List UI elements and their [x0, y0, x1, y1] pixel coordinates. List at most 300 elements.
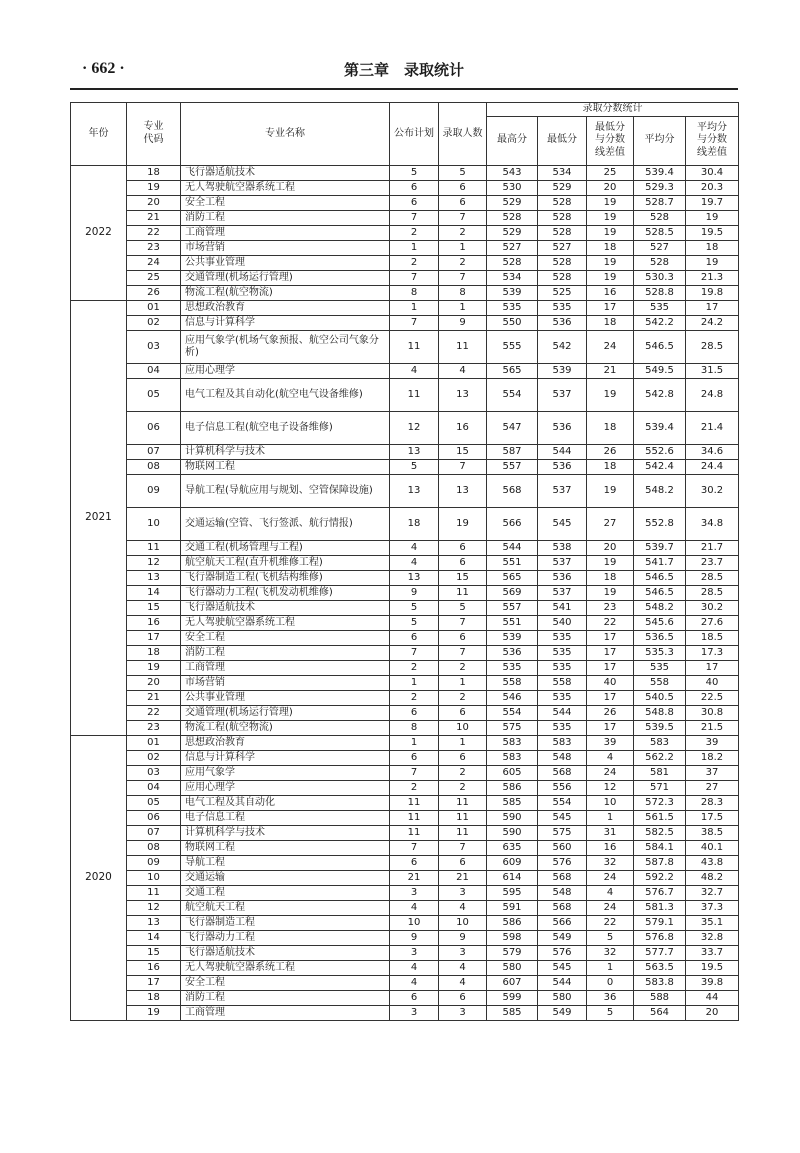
admitted-cell: 2 — [439, 690, 487, 705]
plan-cell: 4 — [390, 363, 439, 378]
avg_diff-cell: 24.8 — [686, 378, 739, 411]
name-cell: 航空航天工程(直升机维修工程) — [181, 555, 390, 570]
min_diff-cell: 18 — [587, 315, 634, 330]
min_diff-cell: 20 — [587, 180, 634, 195]
code-cell: 18 — [127, 645, 181, 660]
max-cell: 565 — [487, 363, 538, 378]
min_diff-cell: 19 — [587, 270, 634, 285]
name-cell: 工商管理 — [181, 660, 390, 675]
min-cell: 529 — [538, 180, 587, 195]
code-cell: 19 — [127, 180, 181, 195]
table-row — [71, 915, 739, 930]
admitted-cell: 5 — [439, 600, 487, 615]
chapter-title: 第三章 录取统计 — [343, 61, 464, 79]
avg-cell: 592.2 — [634, 870, 686, 885]
max-cell: 547 — [487, 411, 538, 444]
max-cell: 585 — [487, 1005, 538, 1020]
table-row — [71, 870, 739, 885]
admitted-cell: 6 — [439, 555, 487, 570]
avg-cell: 535.3 — [634, 645, 686, 660]
max-cell: 565 — [487, 570, 538, 585]
header-avg: 平均分 — [634, 116, 686, 165]
min_diff-cell: 17 — [587, 690, 634, 705]
admitted-cell: 7 — [439, 615, 487, 630]
max-cell: 551 — [487, 555, 538, 570]
year-cell: 2021 — [71, 300, 127, 735]
avg_diff-cell: 27 — [686, 780, 739, 795]
avg-cell: 541.7 — [634, 555, 686, 570]
name-cell: 应用心理学 — [181, 780, 390, 795]
code-cell: 05 — [127, 378, 181, 411]
avg_diff-cell: 28.5 — [686, 570, 739, 585]
avg_diff-cell: 23.7 — [686, 555, 739, 570]
table-row — [71, 270, 739, 285]
avg-cell: 579.1 — [634, 915, 686, 930]
min_diff-cell: 23 — [587, 600, 634, 615]
table-row — [71, 330, 739, 363]
name-cell: 飞行器适航技术 — [181, 945, 390, 960]
max-cell: 535 — [487, 660, 538, 675]
min_diff-cell: 24 — [587, 870, 634, 885]
code-cell: 04 — [127, 363, 181, 378]
plan-cell: 11 — [390, 330, 439, 363]
avg-cell: 576.7 — [634, 885, 686, 900]
admitted-cell: 10 — [439, 720, 487, 735]
code-cell: 19 — [127, 1005, 181, 1020]
code-cell: 01 — [127, 735, 181, 750]
plan-cell: 6 — [390, 855, 439, 870]
admitted-cell: 4 — [439, 975, 487, 990]
plan-cell: 5 — [390, 600, 439, 615]
avg_diff-cell: 35.1 — [686, 915, 739, 930]
table-header — [71, 103, 739, 166]
admitted-cell: 6 — [439, 195, 487, 210]
name-cell: 导航工程 — [181, 855, 390, 870]
max-cell: 586 — [487, 780, 538, 795]
year-cell: 2022 — [71, 165, 127, 300]
avg_diff-cell: 39.8 — [686, 975, 739, 990]
code-cell: 18 — [127, 165, 181, 180]
min-cell: 537 — [538, 585, 587, 600]
avg-cell: 546.5 — [634, 570, 686, 585]
min_diff-cell: 19 — [587, 195, 634, 210]
name-cell: 飞行器制造工程 — [181, 915, 390, 930]
header-admitted: 录取人数 — [439, 103, 487, 166]
avg-cell: 581.3 — [634, 900, 686, 915]
avg-cell: 571 — [634, 780, 686, 795]
table-row — [71, 975, 739, 990]
name-cell: 应用心理学 — [181, 363, 390, 378]
avg_diff-cell: 40 — [686, 675, 739, 690]
min_diff-cell: 1 — [587, 960, 634, 975]
table-row — [71, 855, 739, 870]
plan-cell: 4 — [390, 900, 439, 915]
plan-cell: 4 — [390, 540, 439, 555]
admitted-cell: 6 — [439, 750, 487, 765]
min-cell: 535 — [538, 690, 587, 705]
code-cell: 03 — [127, 330, 181, 363]
max-cell: 585 — [487, 795, 538, 810]
table-row — [71, 210, 739, 225]
avg-cell: 581 — [634, 765, 686, 780]
table-row — [71, 825, 739, 840]
name-cell: 安全工程 — [181, 195, 390, 210]
code-cell: 19 — [127, 660, 181, 675]
table-row — [71, 165, 739, 180]
name-cell: 消防工程 — [181, 645, 390, 660]
avg_diff-cell: 34.6 — [686, 444, 739, 459]
table-row — [71, 363, 739, 378]
code-cell: 08 — [127, 840, 181, 855]
name-cell: 交通管理(机场运行管理) — [181, 705, 390, 720]
avg_diff-cell: 32.8 — [686, 930, 739, 945]
max-cell: 635 — [487, 840, 538, 855]
name-cell: 无人驾驶航空器系统工程 — [181, 180, 390, 195]
min_diff-cell: 22 — [587, 615, 634, 630]
max-cell: 609 — [487, 855, 538, 870]
name-cell: 交通工程(机场管理与工程) — [181, 540, 390, 555]
admitted-cell: 19 — [439, 507, 487, 540]
min_diff-cell: 32 — [587, 855, 634, 870]
min-cell: 536 — [538, 570, 587, 585]
table-row — [71, 1005, 739, 1020]
name-cell: 电气工程及其自动化(航空电气设备维修) — [181, 378, 390, 411]
max-cell: 527 — [487, 240, 538, 255]
plan-cell: 7 — [390, 765, 439, 780]
code-cell: 26 — [127, 285, 181, 300]
table-row — [71, 585, 739, 600]
table-row — [71, 930, 739, 945]
table-row — [71, 660, 739, 675]
avg-cell: 545.6 — [634, 615, 686, 630]
min_diff-cell: 10 — [587, 795, 634, 810]
min-cell: 535 — [538, 630, 587, 645]
admitted-cell: 7 — [439, 459, 487, 474]
min_diff-cell: 18 — [587, 570, 634, 585]
table-row — [71, 195, 739, 210]
admitted-cell: 11 — [439, 795, 487, 810]
code-cell: 09 — [127, 855, 181, 870]
min-cell: 528 — [538, 210, 587, 225]
table-row — [71, 945, 739, 960]
avg-cell: 528.5 — [634, 225, 686, 240]
table-row — [71, 840, 739, 855]
admitted-cell: 1 — [439, 675, 487, 690]
max-cell: 569 — [487, 585, 538, 600]
plan-cell: 9 — [390, 930, 439, 945]
avg_diff-cell: 17 — [686, 300, 739, 315]
avg_diff-cell: 43.8 — [686, 855, 739, 870]
min_diff-cell: 19 — [587, 555, 634, 570]
avg_diff-cell: 28.5 — [686, 330, 739, 363]
plan-cell: 6 — [390, 195, 439, 210]
code-cell: 01 — [127, 300, 181, 315]
max-cell: 555 — [487, 330, 538, 363]
min-cell: 545 — [538, 960, 587, 975]
code-cell: 11 — [127, 885, 181, 900]
avg_diff-cell: 18 — [686, 240, 739, 255]
plan-cell: 1 — [390, 735, 439, 750]
min-cell: 575 — [538, 825, 587, 840]
year-cell: 2020 — [71, 735, 127, 1020]
max-cell: 546 — [487, 690, 538, 705]
admitted-cell: 6 — [439, 990, 487, 1005]
admitted-cell: 6 — [439, 630, 487, 645]
avg_diff-cell: 20 — [686, 1005, 739, 1020]
plan-cell: 5 — [390, 165, 439, 180]
max-cell: 598 — [487, 930, 538, 945]
avg-cell: 528.7 — [634, 195, 686, 210]
name-cell: 飞行器适航技术 — [181, 165, 390, 180]
code-cell: 20 — [127, 195, 181, 210]
min-cell: 576 — [538, 855, 587, 870]
code-cell: 23 — [127, 720, 181, 735]
name-cell: 飞行器制造工程(飞机结构维修) — [181, 570, 390, 585]
name-cell: 交通管理(机场运行管理) — [181, 270, 390, 285]
table-row — [71, 474, 739, 507]
name-cell: 电子信息工程(航空电子设备维修) — [181, 411, 390, 444]
avg_diff-cell: 44 — [686, 990, 739, 1005]
name-cell: 交通运输 — [181, 870, 390, 885]
max-cell: 543 — [487, 165, 538, 180]
plan-cell: 6 — [390, 990, 439, 1005]
min-cell: 536 — [538, 315, 587, 330]
max-cell: 568 — [487, 474, 538, 507]
table-row — [71, 675, 739, 690]
avg-cell: 588 — [634, 990, 686, 1005]
min_diff-cell: 21 — [587, 363, 634, 378]
avg-cell: 563.5 — [634, 960, 686, 975]
avg_diff-cell: 40.1 — [686, 840, 739, 855]
plan-cell: 4 — [390, 975, 439, 990]
code-cell: 22 — [127, 225, 181, 240]
min-cell: 535 — [538, 720, 587, 735]
min_diff-cell: 17 — [587, 720, 634, 735]
max-cell: 605 — [487, 765, 538, 780]
plan-cell: 8 — [390, 285, 439, 300]
code-cell: 12 — [127, 900, 181, 915]
name-cell: 应用气象学(机场气象预报、航空公司气象分析) — [181, 330, 390, 363]
admitted-cell: 2 — [439, 255, 487, 270]
min-cell: 560 — [538, 840, 587, 855]
table-row — [71, 885, 739, 900]
name-cell: 计算机科学与技术 — [181, 444, 390, 459]
admitted-cell: 2 — [439, 765, 487, 780]
avg_diff-cell: 24.4 — [686, 459, 739, 474]
max-cell: 535 — [487, 300, 538, 315]
code-cell: 15 — [127, 945, 181, 960]
code-cell: 23 — [127, 240, 181, 255]
plan-cell: 11 — [390, 378, 439, 411]
code-cell: 03 — [127, 765, 181, 780]
name-cell: 市场营销 — [181, 240, 390, 255]
name-cell: 导航工程(导航应用与规划、空管保障设施) — [181, 474, 390, 507]
table-row — [71, 750, 739, 765]
header-min: 最低分 — [538, 116, 587, 165]
table-row — [71, 444, 739, 459]
admitted-cell: 4 — [439, 900, 487, 915]
min-cell: 535 — [538, 660, 587, 675]
plan-cell: 11 — [390, 795, 439, 810]
max-cell: 590 — [487, 825, 538, 840]
name-cell: 应用气象学 — [181, 765, 390, 780]
plan-cell: 12 — [390, 411, 439, 444]
max-cell: 586 — [487, 915, 538, 930]
name-cell: 飞行器动力工程 — [181, 930, 390, 945]
name-cell: 电子信息工程 — [181, 810, 390, 825]
avg_diff-cell: 18.5 — [686, 630, 739, 645]
max-cell: 534 — [487, 270, 538, 285]
avg-cell: 542.2 — [634, 315, 686, 330]
code-cell: 25 — [127, 270, 181, 285]
code-cell: 06 — [127, 411, 181, 444]
avg_diff-cell: 19.5 — [686, 960, 739, 975]
max-cell: 583 — [487, 735, 538, 750]
plan-cell: 2 — [390, 780, 439, 795]
avg-cell: 539.4 — [634, 411, 686, 444]
plan-cell: 6 — [390, 180, 439, 195]
avg_diff-cell: 19.7 — [686, 195, 739, 210]
avg-cell: 535 — [634, 300, 686, 315]
max-cell: 529 — [487, 195, 538, 210]
admitted-cell: 4 — [439, 363, 487, 378]
min_diff-cell: 31 — [587, 825, 634, 840]
name-cell: 无人驾驶航空器系统工程 — [181, 960, 390, 975]
admitted-cell: 9 — [439, 930, 487, 945]
plan-cell: 7 — [390, 645, 439, 660]
avg_diff-cell: 19.8 — [686, 285, 739, 300]
plan-cell: 6 — [390, 750, 439, 765]
table-row — [71, 507, 739, 540]
min-cell: 554 — [538, 795, 587, 810]
avg_diff-cell: 27.6 — [686, 615, 739, 630]
code-cell: 10 — [127, 870, 181, 885]
max-cell: 551 — [487, 615, 538, 630]
min_diff-cell: 19 — [587, 255, 634, 270]
min-cell: 537 — [538, 555, 587, 570]
plan-cell: 7 — [390, 840, 439, 855]
table-row — [71, 810, 739, 825]
table-body — [71, 165, 739, 1020]
table-row — [71, 459, 739, 474]
max-cell: 583 — [487, 750, 538, 765]
max-cell: 539 — [487, 630, 538, 645]
avg-cell: 558 — [634, 675, 686, 690]
avg_diff-cell: 19.5 — [686, 225, 739, 240]
avg_diff-cell: 48.2 — [686, 870, 739, 885]
plan-cell: 5 — [390, 459, 439, 474]
min_diff-cell: 4 — [587, 885, 634, 900]
avg_diff-cell: 21.4 — [686, 411, 739, 444]
table-row — [71, 378, 739, 411]
min_diff-cell: 39 — [587, 735, 634, 750]
admitted-cell: 3 — [439, 1005, 487, 1020]
max-cell: 554 — [487, 705, 538, 720]
admitted-cell: 11 — [439, 330, 487, 363]
plan-cell: 7 — [390, 315, 439, 330]
code-cell: 16 — [127, 615, 181, 630]
avg_diff-cell: 37.3 — [686, 900, 739, 915]
header-min-diff: 最低分 与分数 线差值 — [587, 116, 634, 165]
min_diff-cell: 4 — [587, 750, 634, 765]
min_diff-cell: 17 — [587, 645, 634, 660]
max-cell: 558 — [487, 675, 538, 690]
min_diff-cell: 16 — [587, 285, 634, 300]
plan-cell: 9 — [390, 585, 439, 600]
admitted-cell: 10 — [439, 915, 487, 930]
admitted-cell: 3 — [439, 945, 487, 960]
min-cell: 566 — [538, 915, 587, 930]
plan-cell: 3 — [390, 945, 439, 960]
avg-cell: 548.2 — [634, 474, 686, 507]
min_diff-cell: 26 — [587, 705, 634, 720]
avg-cell: 552.6 — [634, 444, 686, 459]
code-cell: 02 — [127, 315, 181, 330]
name-cell: 物流工程(航空物流) — [181, 285, 390, 300]
code-cell: 17 — [127, 630, 181, 645]
avg-cell: 546.5 — [634, 330, 686, 363]
min_diff-cell: 19 — [587, 210, 634, 225]
name-cell: 公共事业管理 — [181, 690, 390, 705]
avg-cell: 539.7 — [634, 540, 686, 555]
min-cell: 528 — [538, 225, 587, 240]
plan-cell: 8 — [390, 720, 439, 735]
min-cell: 528 — [538, 255, 587, 270]
avg-cell: 552.8 — [634, 507, 686, 540]
min-cell: 568 — [538, 765, 587, 780]
plan-cell: 11 — [390, 825, 439, 840]
admitted-cell: 7 — [439, 270, 487, 285]
min-cell: 544 — [538, 975, 587, 990]
avg-cell: 540.5 — [634, 690, 686, 705]
header-avg-diff: 平均分 与分数 线差值 — [686, 116, 739, 165]
min-cell: 528 — [538, 195, 587, 210]
admitted-cell: 6 — [439, 705, 487, 720]
page-number: · 662 · — [82, 60, 125, 77]
avg-cell: 535 — [634, 660, 686, 675]
name-cell: 物流工程(航空物流) — [181, 720, 390, 735]
code-cell: 16 — [127, 960, 181, 975]
plan-cell: 2 — [390, 225, 439, 240]
avg_diff-cell: 30.8 — [686, 705, 739, 720]
avg-cell: 576.8 — [634, 930, 686, 945]
min_diff-cell: 19 — [587, 585, 634, 600]
min_diff-cell: 17 — [587, 630, 634, 645]
min-cell: 528 — [538, 270, 587, 285]
admitted-cell: 15 — [439, 444, 487, 459]
min-cell: 568 — [538, 900, 587, 915]
table-row — [71, 735, 739, 750]
avg_diff-cell: 30.4 — [686, 165, 739, 180]
max-cell: 595 — [487, 885, 538, 900]
table-row — [71, 411, 739, 444]
avg-cell: 587.8 — [634, 855, 686, 870]
plan-cell: 10 — [390, 915, 439, 930]
table-row — [71, 540, 739, 555]
admitted-cell: 1 — [439, 240, 487, 255]
name-cell: 飞行器动力工程(飞机发动机维修) — [181, 585, 390, 600]
table-row — [71, 570, 739, 585]
max-cell: 590 — [487, 810, 538, 825]
name-cell: 思想政治教育 — [181, 735, 390, 750]
avg-cell: 582.5 — [634, 825, 686, 840]
admitted-cell: 7 — [439, 210, 487, 225]
min-cell: 540 — [538, 615, 587, 630]
plan-cell: 6 — [390, 630, 439, 645]
plan-cell: 3 — [390, 1005, 439, 1020]
admitted-cell: 11 — [439, 810, 487, 825]
code-cell: 22 — [127, 705, 181, 720]
